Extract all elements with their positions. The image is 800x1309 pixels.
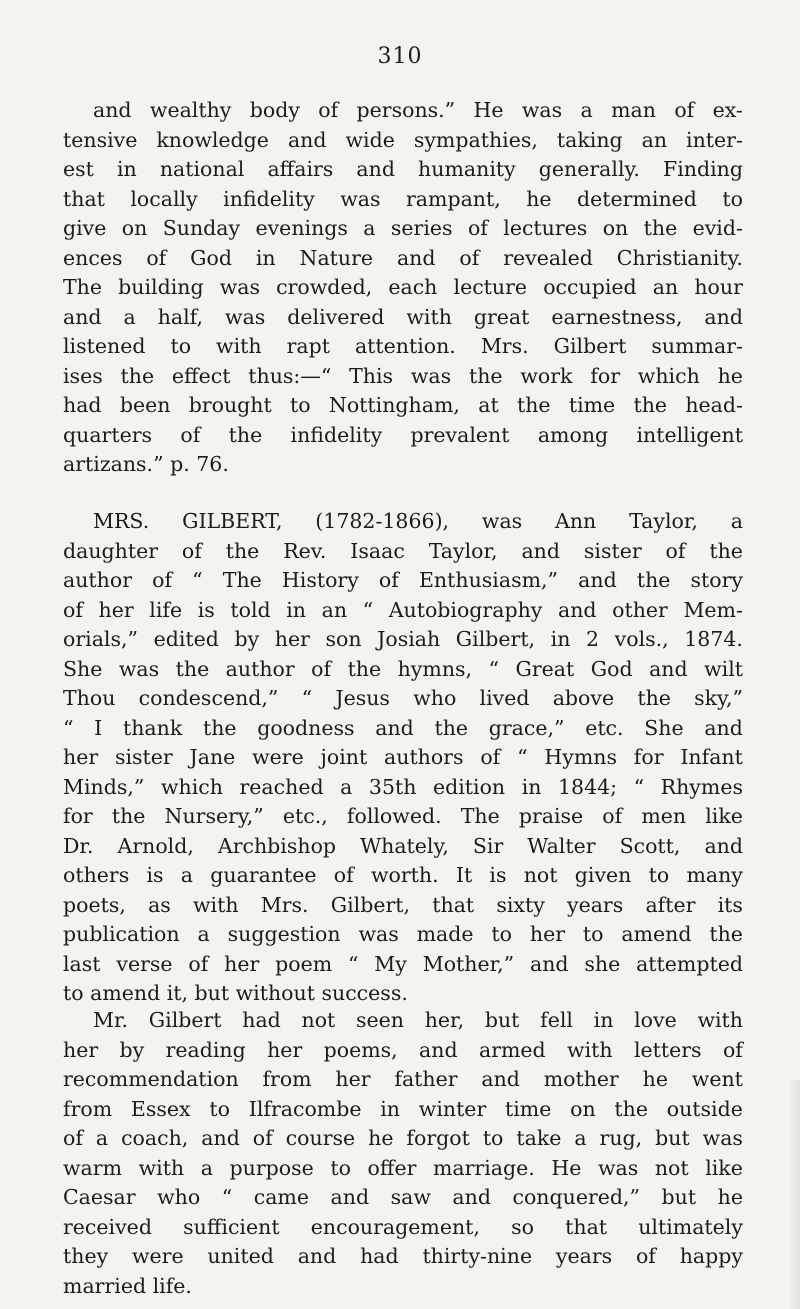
text-line: publication a suggestion was made to her to amend the (63, 922, 743, 946)
text-line: warm with a purpose to offer marriage. He was not like (63, 1155, 743, 1180)
text-line: orials,” edited by her son Josiah Gilbert, in 2 vols., 1874. (63, 627, 743, 651)
text-line: ises the effect thus:—“ This was the work for which he (63, 363, 743, 388)
text-line: daughter of the Rev. Isaac Taylor, and sister of the (63, 538, 743, 563)
text-line: last verse of her poem “ My Mother,” and she attempted (63, 951, 743, 976)
page-edge-shadow (788, 1080, 800, 1309)
text-line: had been brought to Nottingham, at the time the head- (63, 393, 743, 417)
text-line: MRS. GILBERT, (1782-1866), was Ann Taylor, a (93, 509, 743, 533)
text-line: recommendation from her father and mother he went (63, 1067, 743, 1091)
text-line: est in national affairs and humanity generally. Finding (63, 157, 743, 181)
text-line: Mr. Gilbert had not seen her, but fell in love with (93, 1008, 743, 1032)
paragraph-lecture-series (63, 96, 743, 480)
text-line: and a half, was delivered with great earnestness, and (63, 304, 743, 329)
page-number: 310 (377, 44, 423, 69)
text-line: poets, as with Mrs. Gilbert, that sixty years after its (63, 892, 743, 917)
text-line: She was the author of the hymns, “ Great God and wilt (63, 656, 743, 681)
text-line: Dr. Arnold, Archbishop Whately, Sir Walter Scott, and (63, 833, 743, 858)
text-line: to amend it, but without success. (63, 981, 408, 1005)
text-line: author of “ The History of Enthusiasm,” and the story (63, 568, 743, 592)
text-line: ences of God in Nature and of revealed Christianity. (63, 245, 743, 270)
text-line: received sufficient encouragement, so that ultimately (63, 1214, 743, 1239)
text-line: for the Nursery,” etc., followed. The praise of men like (63, 804, 743, 828)
text-line: Caesar who “ came and saw and conquered,” but he (63, 1185, 743, 1209)
text-line: Minds,” which reached a 35th edition in 1844; “ Rhymes (63, 774, 743, 799)
paragraph-mrs-gilbert-biography (63, 507, 743, 1009)
text-line: give on Sunday evenings a series of lectures on the evid- (63, 216, 743, 240)
text-line: others is a guarantee of worth. It is not given to many (63, 863, 743, 887)
text-line: Thou condescend,” “ Jesus who lived above the sky,” (63, 686, 743, 710)
text-line: The building was crowded, each lecture occupied an hour (63, 275, 743, 299)
text-line: “ I thank the goodness and the grace,” etc. She and (63, 715, 743, 740)
text-line: her sister Jane were joint authors of “ Hymns for Infant (63, 745, 743, 769)
text-line: they were united and had thirty-nine years of happy (63, 1244, 743, 1268)
text-line: of a coach, and of course he forgot to take a rug, but was (63, 1126, 743, 1150)
text-line: and wealthy body of persons.” He was a man of ex- (93, 98, 743, 122)
text-line: married life. (63, 1273, 192, 1298)
text-line: of her life is told in an “ Autobiography and other Mem- (63, 597, 743, 622)
text-line: artizans.” p. 76. (63, 452, 229, 476)
text-line: listened to with rapt attention. Mrs. Gilbert summar- (63, 334, 743, 358)
text-line: that locally infidelity was rampant, he determined to (63, 186, 743, 211)
paragraph-marriage (63, 1006, 743, 1301)
text-line: quarters of the infidelity prevalent among intelligent (63, 422, 743, 447)
text-line: from Essex to Ilfracombe in winter time on the outside (63, 1096, 743, 1121)
text-line: tensive knowledge and wide sympathies, taking an inter- (63, 127, 743, 152)
text-line: her by reading her poems, and armed with letters of (63, 1037, 743, 1062)
